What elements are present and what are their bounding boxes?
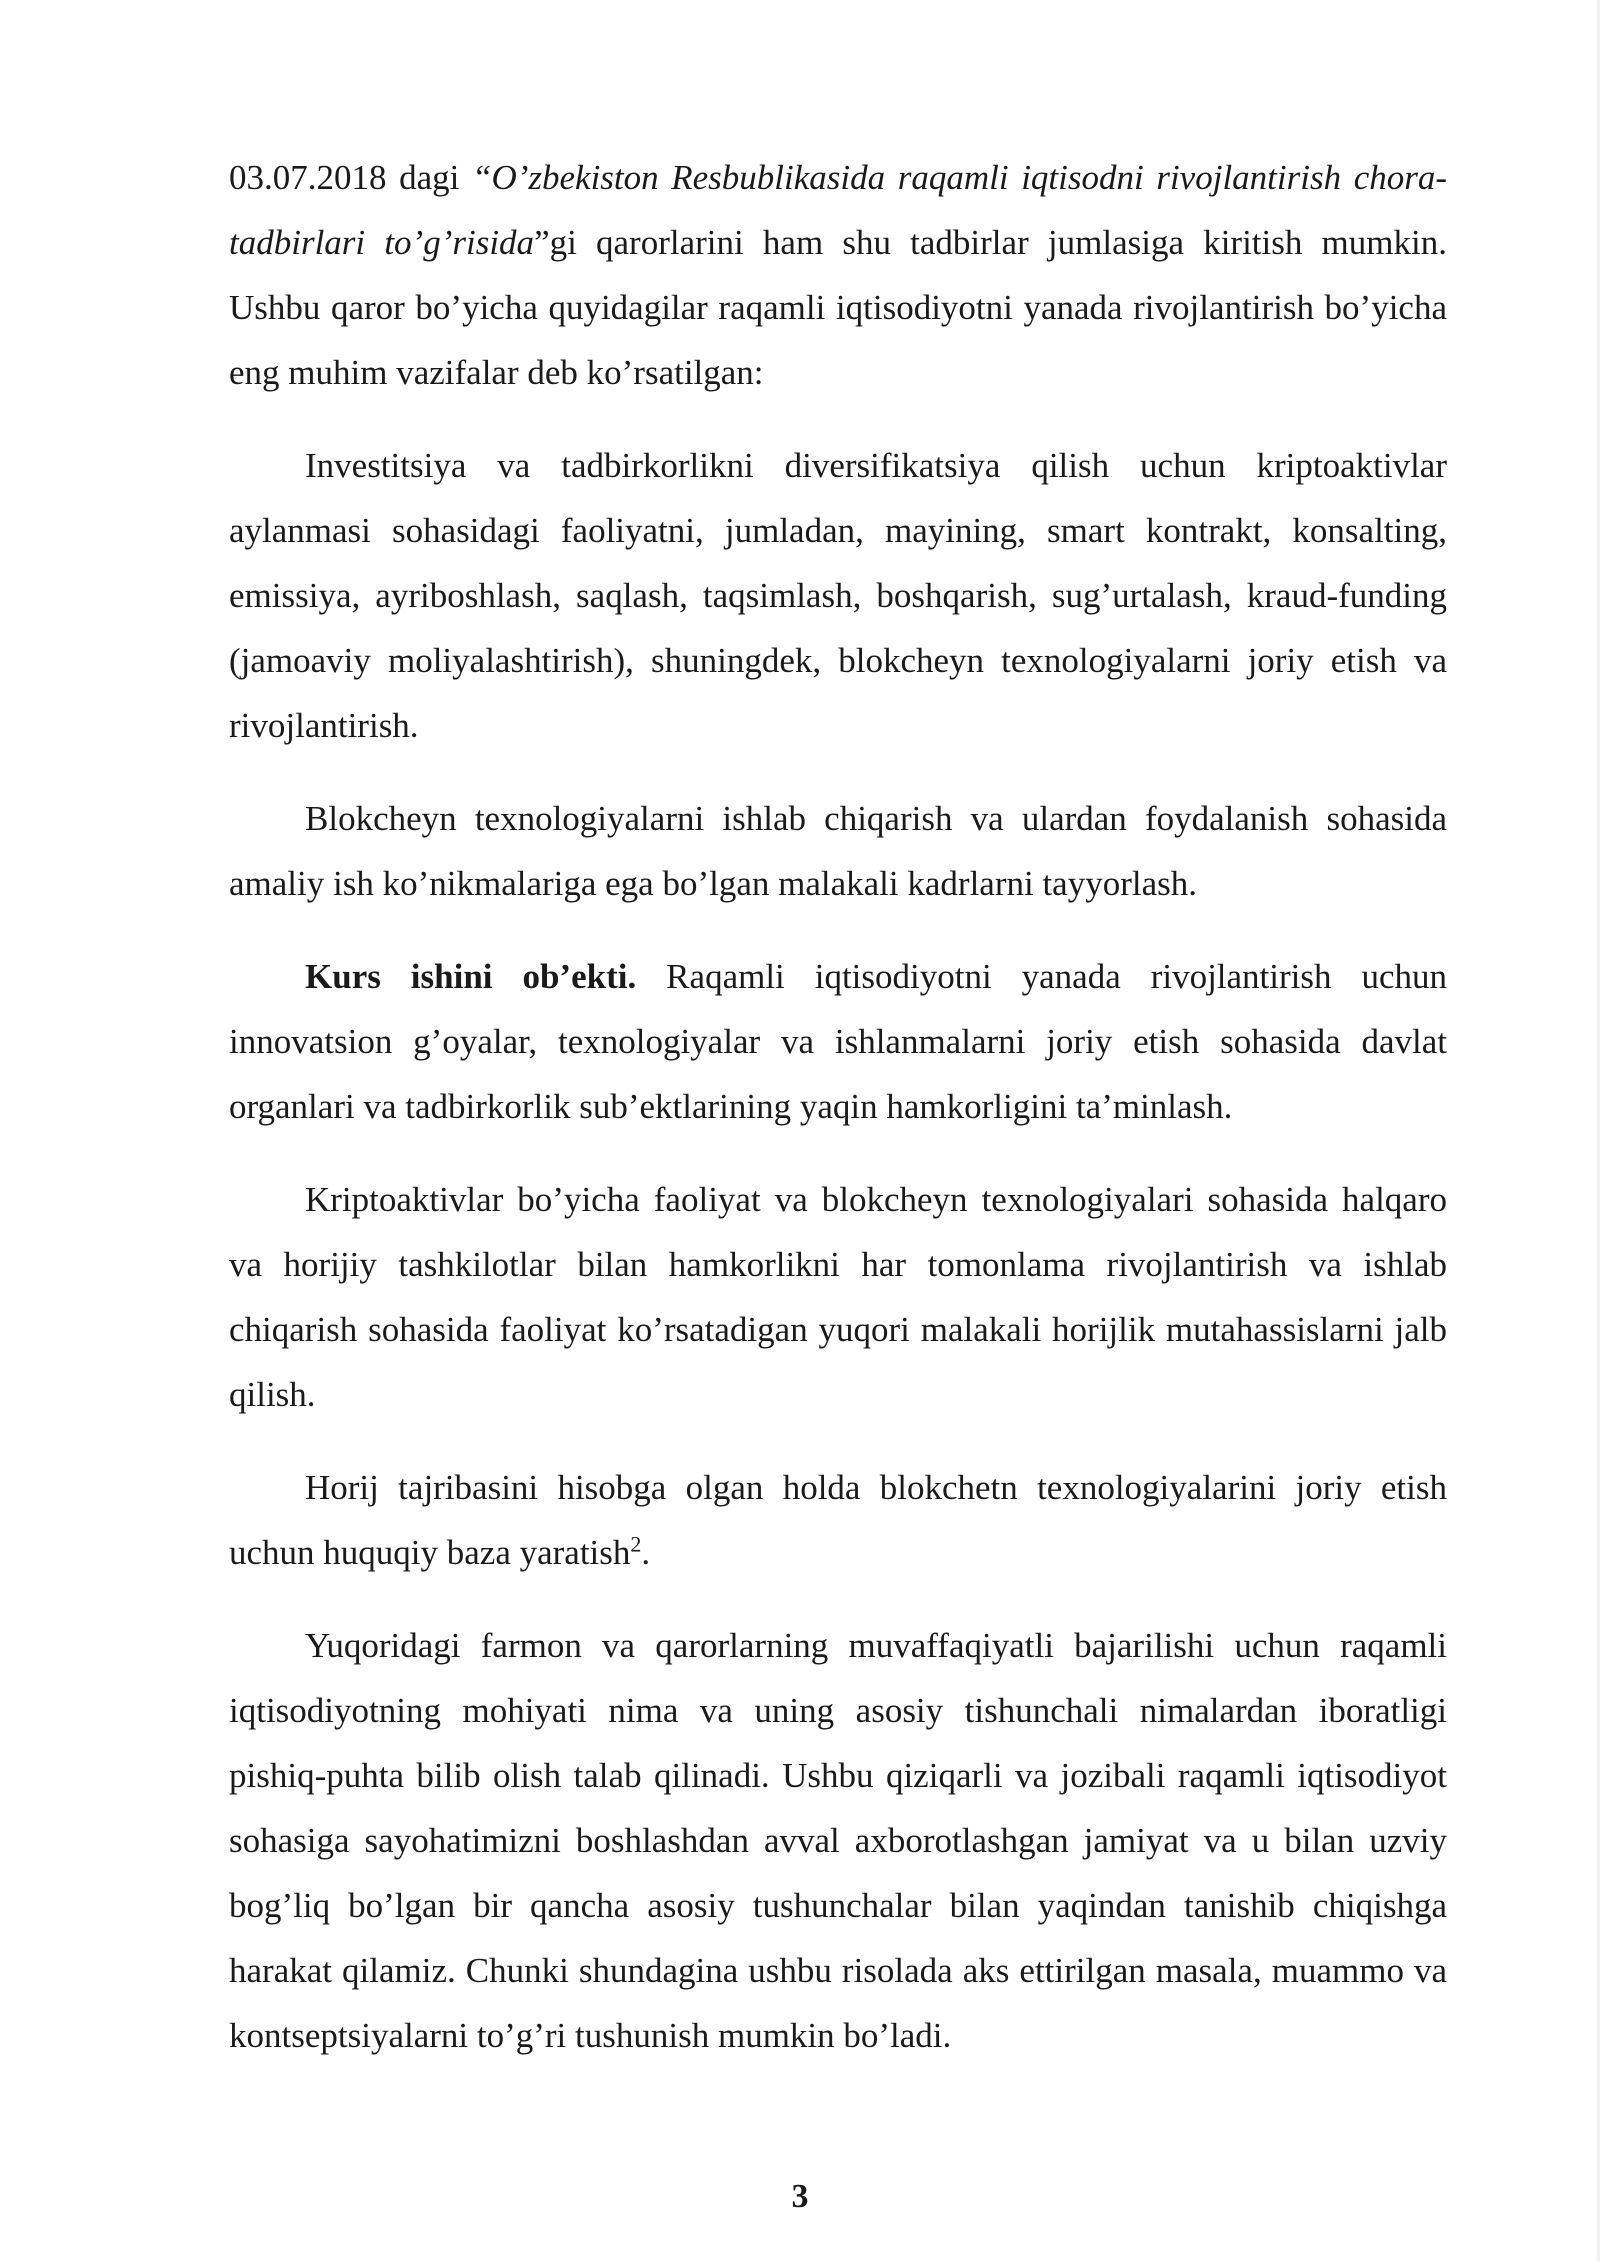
course-object-heading: Kurs ishini ob’ekti.: [305, 957, 637, 996]
course-object-text: Raqamli iqtisodiyotni yanada rivojlantirish uchun innovatsion g’oyalar, texnologiyalar va ishlanmalarni joriy etish sohasida davlat organlari va tadbirkorlik sub’ektlarining yaqin hamkorligini ta’minlash.: [229, 957, 1447, 1126]
decree-title-italic: “O’zbekiston Resbublikasida raqamli iqtisodni rivojlantirish chora-tadbirlari to’g’risida: [229, 158, 1448, 262]
paragraph-personnel-task: Blokcheyn texnologiyalarni ishlab chiqarish va ulardan foydalanish sohasida amaliy ish ko’nikmalariga ega bo’lgan malakali kadrlarni tayyorlash.: [229, 799, 1447, 903]
decree-date-text: 03.07.2018 dagi: [229, 158, 472, 197]
legal-base-end: .: [641, 1533, 651, 1572]
paragraph-legal-base: [229, 1455, 1447, 1585]
paragraph-international-cooperation: Kriptoaktivlar bo’yicha faoliyat va blokcheyn texnologiyalari sohasida halqaro va horijiy tashkilotlar bilan hamkorlikni har tomonlama rivojlantirish va ishlab chiqarish sohasida faoliyat ko’rsatadigan yuqori malakali horijlik mutahassislarni jalb qilish.: [229, 1180, 1447, 1414]
paragraph-decree-intro: [229, 145, 1447, 405]
paragraph-investment-task: Investitsiya va tadbirkorlikni diversifikatsiya qilish uchun kriptoaktivlar aylanmasi sohasidagi faoliyatni, jumladan, mayining, smart kontrakt, konsalting, emissiya, ayriboshlash, saqlash, taqsimlash, boshqarish, sug’urtalash, kraud-funding (jamoaviy moliyalashtirish), shuningdek, blokcheyn texnologiyalarni joriy etish va rivojlantirish.: [229, 446, 1447, 745]
document-body: [229, 145, 1447, 2068]
paragraph-course-object: [229, 944, 1447, 1139]
paragraph-digital-economy-essence: Yuqoridagi farmon va qarorlarning muvaffaqiyatli bajarilishi uchun raqamli iqtisodiyotning mohiyati nima va uning asosiy tishunchali nimalardan iboratligi pishiq-puhta bilib olish talab qilinadi. Ushbu qiziqarli va jozibali raqamli iqtisodiyot sohasiga sayohatimizni boshlashdan avval axborotlashgan jamiyat va u bilan uzviy bog’liq bo’lgan bir qancha asosiy tushunchalar bilan yaqindan tanishib chiqishga harakat qilamiz. Chunki shundagina ushbu risolada aks ettirilgan masala, muammo va kontseptsiyalarni to’g’ri tushunish mumkin bo’ladi.: [229, 1626, 1447, 2055]
footnote-marker[interactable]: 2: [630, 1531, 642, 1557]
legal-base-text: Horij tajribasini hisobga olgan holda blokchetn texnologiyalarini joriy etish uchun huquqiy baza yaratish: [229, 1468, 1447, 1572]
decree-intro-rest: ”gi qarorlarini ham shu tadbirlar jumlasiga kiritish mumkin. Ushbu qaror bo’yicha quyidagilar raqamli iqtisodiyotni yanada rivojlantirish bo’yicha eng muhim vazifalar deb ko’rsatilgan:: [229, 223, 1447, 392]
page-number: 3: [791, 2178, 809, 2215]
